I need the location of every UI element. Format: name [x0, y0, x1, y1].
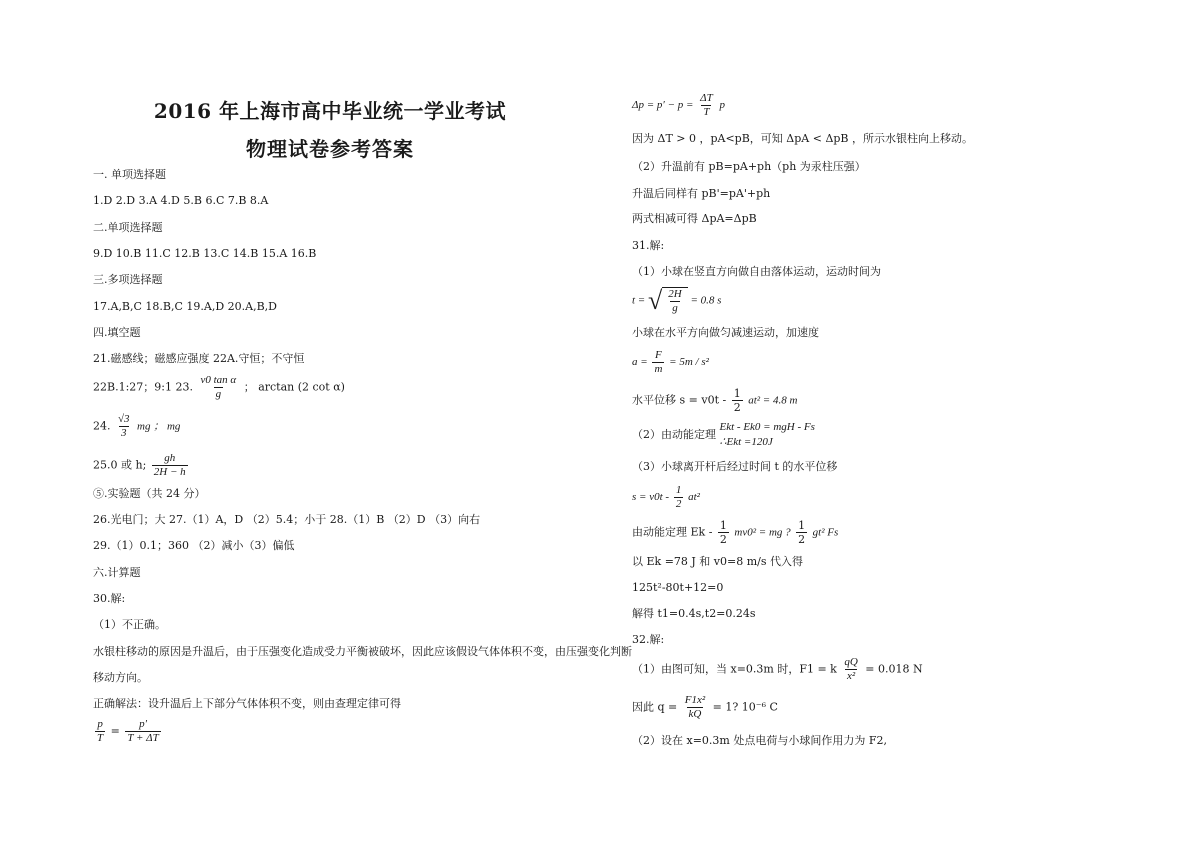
part2-result: 两式相减可得 ΔpA=ΔpB [632, 212, 757, 225]
answer-31-part3: （3）小球离开杆后经过时间 t 的水平位移 [632, 460, 838, 473]
section-heading-2: 二.单项选择题 [93, 221, 163, 234]
answer-31-part1: （1）小球在竖直方向做自由落体运动，运动时间为 [632, 265, 881, 278]
part2-before: （2）升温前有 pB=pA+ph（ph 为汞柱压强） [632, 160, 866, 173]
answer-29: 29.（1）0.1；360 （2）减小（3）偏低 [93, 539, 295, 552]
fraction-24: $\frac{√3}{3}$ [118, 413, 130, 439]
fraction-23: $\frac{\text{v0 tan α}}{g}$ [200, 374, 237, 400]
answer-30-part1: （1）不正确。 [93, 618, 166, 631]
coulomb-force-equation: （1）由图可知，当 x=0.3m 时，F1 = k $\frac{qQ}{\text{x²}}$ = 0.018 N [632, 656, 923, 682]
charles-law-equation: $\frac{p}{T}$ = $\frac{p'}{T + \Delta T}$ [97, 718, 159, 744]
answer-24: 24. $\frac{√3}{3}$ mg ； mg [93, 413, 181, 439]
quadratic-equation: 125t²-80t+12=0 [632, 581, 724, 594]
answer-22b-23: 22B.1:27；9:1 23. $\frac{\text{v0 tan α}}{g}$ ； arctan (2 cot α) [93, 374, 345, 400]
answer-32-heading: 32.解: [632, 633, 665, 646]
fall-time-equation: t = √ $\frac{2H}{g}$ = 0.8 s [632, 286, 722, 315]
section-heading-1: 一. 单项选择题 [93, 168, 166, 181]
displacement-equation: s = v0t - $\frac{1}{2}$ at² [632, 484, 700, 510]
answer-21-22a: 21.磁感线；磁感应强度 22A.守恒；不守恒 [93, 352, 305, 365]
answer-25: 25.0 或 h; $\frac{gh}{2H - h}$ [93, 452, 186, 478]
section-heading-3: 三.多项选择题 [93, 273, 163, 286]
energy-theorem-part2: （2）由动能定理 Ekt - Ek0 = mgH - Fs ∴Ekt =120J [632, 421, 815, 448]
answer-31-heading: 31.解: [632, 239, 665, 252]
section-heading-5: ⑤.实验题（共 24 分） [93, 487, 206, 500]
answers-1-8: 1.D 2.D 3.A 4.D 5.B 6.C 7.B 8.A [93, 194, 269, 207]
exam-subtitle: 物理试卷参考答案 [246, 137, 414, 161]
horizontal-displacement: 水平位移 s = v0t - $\frac{1}{2}$ at² = 4.8 m [632, 387, 798, 414]
acceleration-equation: a = $\frac{F}{m}$ = 5m / s² [632, 349, 709, 375]
answer-30-explanation-line1: 水银柱移动的原因是升温后，由于压强变化造成受力平衡被破坏，因此应该假设气体体积不变，由压强变化判断 [93, 645, 632, 658]
sqrt-icon: √ [647, 286, 663, 315]
answer-30-method: 正确解法：设升温后上下部分气体体积不变，则由查理定律可得 [93, 697, 401, 710]
answers-17-20: 17.A,B,C 18.B,C 19.A,D 20.A,B,D [93, 300, 277, 313]
acceleration-intro: 小球在水平方向做匀减速运动，加速度 [632, 326, 819, 339]
answer-30-heading: 30.解: [93, 592, 126, 605]
pressure-change-equation: Δp = p′ − p = $\frac{\Delta T}{T}$ p [632, 92, 725, 118]
fraction-25: $\frac{gh}{2H - h}$ [153, 452, 186, 478]
exam-title: 2016 年上海市高中毕业统一学业考试 [153, 99, 507, 123]
time-solutions: 解得 t1=0.4s,t2=0.24s [632, 607, 756, 620]
answers-9-16: 9.D 10.B 11.C 12.B 13.C 14.B 15.A 16.B [93, 247, 317, 260]
section-heading-4: 四.填空题 [93, 326, 141, 339]
charge-equation: 因此 q = $\frac{\text{F1x²}}{kQ}$ = 1? 10⁻⁶ C [632, 694, 778, 720]
answer-32-part2: （2）设在 x=0.3m 处点电荷与小球间作用力为 F2, [632, 734, 887, 747]
energy-theorem-part3: 由动能定理 Ek - $\frac{1}{2}$ mv0² = mg ? $\frac{1}{2}$ gt² Fs [632, 519, 839, 546]
answer-30-explanation-line2: 移动方向。 [93, 671, 148, 684]
answer-26-28: 26.光电门；大 27.（1）A，D （2）5.4；小于 28.（1）B （2）D （3）向右 [93, 513, 481, 526]
mercury-conclusion: 因为 ΔT > 0 ，pA<pB，可知 ΔpA < ΔpB ，所示水银柱向上移动。 [632, 132, 974, 145]
substitution-note: 以 Ek =78 J 和 v0=8 m/s 代入得 [632, 555, 804, 568]
part2-after: 升温后同样有 pB'=pA'+ph [632, 187, 771, 200]
section-heading-6: 六.计算题 [93, 566, 141, 579]
